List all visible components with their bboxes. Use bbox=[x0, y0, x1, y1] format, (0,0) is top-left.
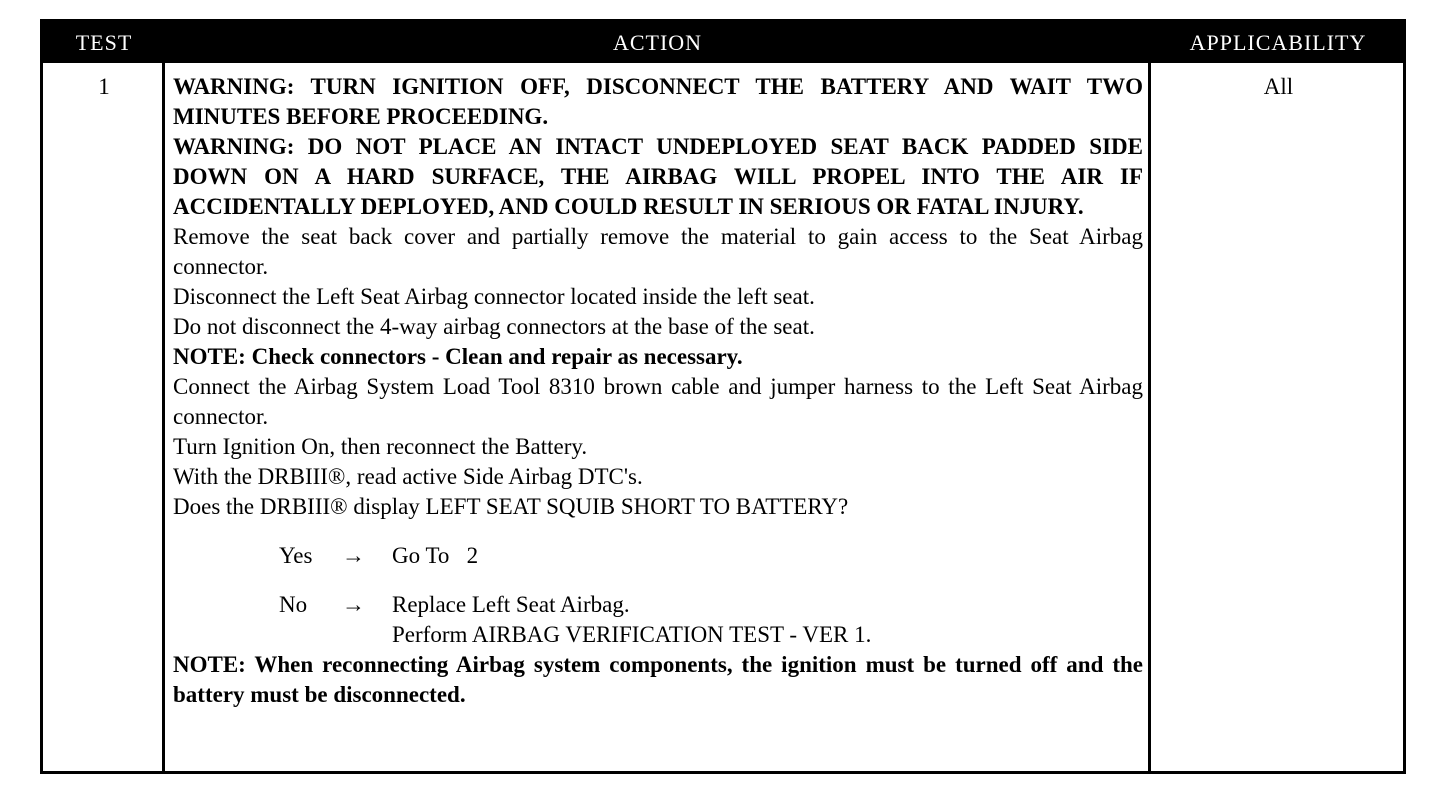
column-divider-2 bbox=[1148, 63, 1151, 771]
header-applicability: APPLICABILITY bbox=[1189, 30, 1367, 55]
warning-ignition: WARNING: TURN IGNITION OFF, DISCONNECT THE BATTERY AND WAIT TWO MINUTES BEFORE PROCEEDING. bbox=[173, 74, 1143, 129]
step-connect-load-tool: Connect the Airbag System Load Tool 8310 brown cable and jumper harness to the Left Seat Airbag connector. bbox=[173, 374, 1143, 429]
table-header bbox=[43, 22, 1403, 63]
action-cell bbox=[173, 72, 1143, 710]
question: Does the DRBIII® display LEFT SEAT SQUIB SHORT TO BATTERY? bbox=[173, 494, 849, 519]
step-read-dtc: With the DRBIII®, read active Side Airbag DTC's. bbox=[173, 464, 643, 489]
no-result-1: Replace Left Seat Airbag. bbox=[392, 592, 630, 617]
option-no bbox=[173, 590, 1143, 620]
option-no-continued bbox=[173, 620, 1143, 650]
no-arrow-icon: → bbox=[342, 592, 365, 617]
step-ignition-on: Turn Ignition On, then reconnect the Battery. bbox=[173, 434, 588, 459]
step-remove-cover: Remove the seat back cover and partially remove the material to gain access to the Seat Airbag connector. bbox=[173, 224, 1143, 279]
diagnostic-table bbox=[40, 19, 1406, 774]
option-yes bbox=[173, 541, 1143, 571]
no-label: No bbox=[279, 592, 308, 617]
yes-label: Yes bbox=[279, 543, 313, 568]
applicability-value: All bbox=[1263, 74, 1294, 99]
note-check-connectors: NOTE: Check connectors - Clean and repair as necessary. bbox=[173, 344, 743, 369]
step-disconnect-connector: Disconnect the Left Seat Airbag connector located inside the left seat. bbox=[173, 284, 815, 309]
yes-arrow-icon: → bbox=[342, 543, 365, 568]
column-divider-1 bbox=[162, 63, 165, 771]
test-number: 1 bbox=[98, 74, 110, 99]
header-action: ACTION bbox=[612, 30, 703, 55]
no-result-2: Perform AIRBAG VERIFICATION TEST - VER 1. bbox=[392, 622, 872, 647]
note-reconnecting: NOTE: When reconnecting Airbag system components, the ignition must be turned off and the battery must be disconnected. bbox=[173, 652, 1143, 707]
warning-seat-back: WARNING: DO NOT PLACE AN INTACT UNDEPLOYED SEAT BACK PADDED SIDE DOWN ON A HARD SURFACE, THE AIRBAG WILL PROPEL INTO THE AIR IF ACCIDENTALLY DEPLOYED, AND COULD RESULT IN SERIOUS OR FATAL INJURY. bbox=[173, 134, 1143, 219]
step-do-not-disconnect: Do not disconnect the 4-way airbag connectors at the base of the seat. bbox=[173, 314, 815, 339]
yes-result: Go To 2 bbox=[392, 543, 479, 568]
header-test: TEST bbox=[75, 30, 133, 55]
